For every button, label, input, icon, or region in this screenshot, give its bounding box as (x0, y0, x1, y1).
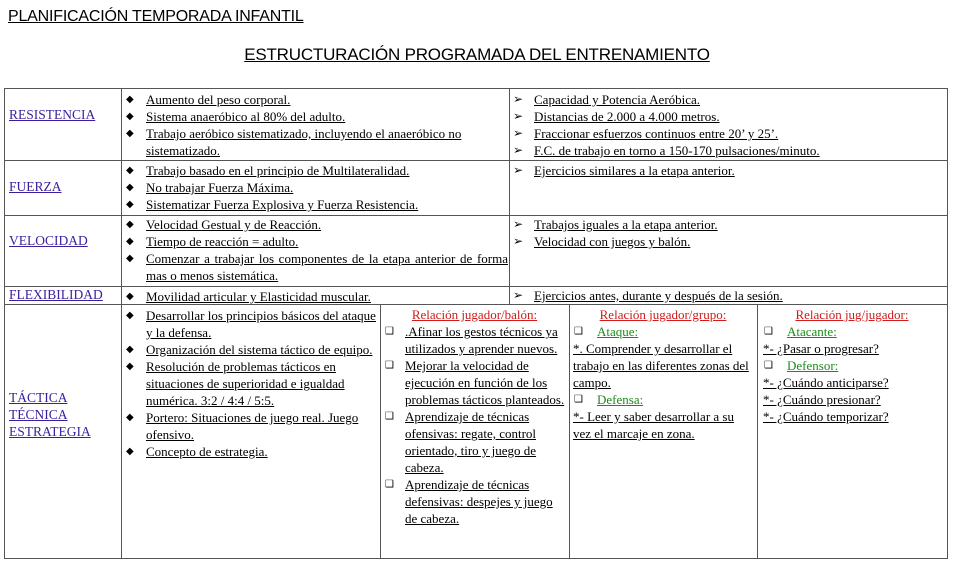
list-item: ◆ Resolución de problemas tácticos en situaciones de superioridad e igualdad numérica. 3:2 / 4:4 / 5:5. (126, 359, 345, 408)
tactica-grupo (570, 306, 756, 558)
velocidad-left (122, 216, 508, 286)
row-label-velocidad: VELOCIDAD (9, 233, 88, 248)
list-item: ◆ Comenzar a trabajar los componentes de la etapa anterior de forma mas o menos sistemática. (126, 251, 508, 283)
fuerza-left (122, 162, 508, 215)
arrow-bullet-icon: ➢ (513, 109, 524, 123)
jugador-defensor: ❑ Defensor: (764, 358, 839, 373)
list-item: ◆ Organización del sistema táctico de equipo. (126, 342, 373, 357)
list-item: ◆ Trabajo aeróbico sistematizado, incluyendo el anaeróbico no sistematizado. (126, 126, 462, 158)
list-item: ◆ Portero: Situaciones de juego real. Juego ofensivo. (126, 410, 359, 442)
balon-title: Relación jugador/balón: (411, 307, 538, 322)
flexibilidad-right (510, 287, 946, 304)
list-item: ➢ Ejercicios antes, durante y después de la sesión. (513, 288, 783, 303)
row-label-fuerza: FUERZA (9, 179, 62, 194)
list-item: ➢ F.C. de trabajo en torno a 150-170 pulsaciones/minuto. (513, 143, 820, 158)
arrow-bullet-icon: ➢ (513, 92, 524, 106)
jugador-atacante-item: *- ¿Pasar o progresar? (763, 341, 879, 356)
jugador-defensor-item: *- ¿Cuándo temporizar? (763, 409, 889, 424)
jugador-atacante: ❑ Atacante: (764, 324, 837, 339)
list-item: ◆ No trabajar Fuerza Máxima. (126, 180, 294, 195)
row-label-tactica: TÁCTICA TÉCNICA ESTRATEGIA (9, 390, 91, 439)
tactica-left (122, 307, 379, 557)
subtitle: ESTRUCTURACIÓN PROGRAMADA DEL ENTRENAMIENTO (244, 45, 710, 64)
list-item: ◆ Desarrollar los principios básicos del ataque y la defensa. (126, 308, 376, 340)
list-item: ◆ Concepto de estrategia. (126, 444, 268, 459)
diamond-bullet-icon: ◆ (126, 412, 134, 423)
flexibilidad-left (122, 288, 508, 304)
diamond-bullet-icon: ◆ (126, 361, 134, 372)
jugador-defensor-item: *- ¿Cuándo presionar? (763, 392, 881, 407)
list-item: ◆ Trabajo basado en el principio de Multilateralidad. (126, 163, 410, 178)
row-label-flexibilidad: FLEXIBILIDAD (9, 287, 103, 302)
grupo-title: Relación jugador/grupo: (599, 307, 727, 322)
diamond-bullet-icon: ◆ (126, 111, 134, 122)
diamond-bullet-icon: ◆ (126, 344, 134, 355)
grupo-defensa-text: *- Leer y saber desarrollar a su vez el marcaje en zona. (573, 409, 734, 441)
diamond-bullet-icon: ◆ (126, 236, 134, 247)
list-item: ◆ Tiempo de reacción = adulto. (126, 234, 299, 249)
list-item: ➢ Trabajos iguales a la etapa anterior. (513, 217, 718, 232)
arrow-bullet-icon: ➢ (513, 288, 524, 302)
diamond-bullet-icon: ◆ (126, 291, 134, 302)
arrow-bullet-icon: ➢ (513, 234, 524, 248)
grupo-ataque: ❑ Ataque: (574, 324, 639, 339)
list-item: ◆ Sistematizar Fuerza Explosiva y Fuerza Resistencia. (126, 197, 419, 212)
arrow-bullet-icon: ➢ (513, 217, 524, 231)
jugador-title: Relación jug/jugador: (795, 307, 909, 322)
diamond-bullet-icon: ◆ (126, 253, 134, 264)
list-item: ◆ Sistema anaeróbico al 80% del adulto. (126, 109, 346, 124)
diamond-bullet-icon: ◆ (126, 219, 134, 230)
grupo-ataque-text: *. Comprender y desarrollar el trabajo en las diferentes zonas del campo. (573, 341, 749, 390)
list-item: ❑ Mejorar la velocidad de ejecución en función de los problemas tácticos planteados. (385, 358, 565, 407)
checkbox-bullet-icon: ❑ (574, 394, 583, 405)
tactica-balon (381, 306, 568, 558)
checkbox-bullet-icon: ❑ (764, 326, 773, 337)
arrow-bullet-icon: ➢ (513, 163, 524, 177)
list-item: ➢ Velocidad con juegos y balón. (513, 234, 691, 249)
grupo-defensa: ❑ Defensa: (574, 392, 644, 407)
diamond-bullet-icon: ◆ (126, 310, 134, 321)
diamond-bullet-icon: ◆ (126, 165, 134, 176)
diamond-bullet-icon: ◆ (126, 94, 134, 105)
list-item: ◆ Velocidad Gestual y de Reacción. (126, 217, 322, 232)
checkbox-bullet-icon: ❑ (764, 360, 773, 371)
diamond-bullet-icon: ◆ (126, 128, 134, 139)
list-item: ➢ Fraccionar esfuerzos continuos entre 20’ y 25’. (513, 126, 779, 141)
list-item: ❑ .Afinar los gestos técnicos ya utilizados y aprender nuevos. (385, 324, 558, 356)
checkbox-bullet-icon: ❑ (385, 360, 394, 371)
arrow-bullet-icon: ➢ (513, 126, 524, 140)
tactica-jugador (758, 306, 946, 558)
checkbox-bullet-icon: ❑ (574, 326, 583, 337)
list-item: ❑ Aprendizaje de técnicas ofensivas: regate, control orientado, tiro y juego de cabeza. (385, 409, 537, 475)
fuerza-right (510, 162, 946, 215)
diamond-bullet-icon: ◆ (126, 182, 134, 193)
arrow-bullet-icon: ➢ (513, 143, 524, 157)
list-item: ◆ Aumento del peso corporal. (126, 92, 291, 107)
checkbox-bullet-icon: ❑ (385, 411, 394, 422)
list-item: ➢ Ejercicios similares a la etapa anterior. (513, 163, 735, 178)
checkbox-bullet-icon: ❑ (385, 479, 394, 490)
list-item: ◆ Movilidad articular y Elasticidad muscular. (126, 289, 371, 304)
jugador-defensor-item: *- ¿Cuándo anticiparse? (763, 375, 889, 390)
list-item: ❑ Aprendizaje de técnicas defensivas: despejes y juego de cabeza. (385, 477, 553, 526)
velocidad-right (510, 216, 946, 286)
title: PLANIFICACIÓN TEMPORADA INFANTIL (8, 8, 304, 25)
diamond-bullet-icon: ◆ (126, 446, 134, 457)
row-label-resistencia: RESISTENCIA (9, 107, 96, 122)
resistencia-left (122, 91, 508, 161)
diamond-bullet-icon: ◆ (126, 199, 134, 210)
training-table (4, 88, 948, 558)
resistencia-right (510, 91, 946, 161)
list-item: ➢ Capacidad y Potencia Aeróbica. (513, 92, 701, 107)
list-item: ➢ Distancias de 2.000 a 4.000 metros. (513, 109, 720, 124)
checkbox-bullet-icon: ❑ (385, 326, 394, 337)
